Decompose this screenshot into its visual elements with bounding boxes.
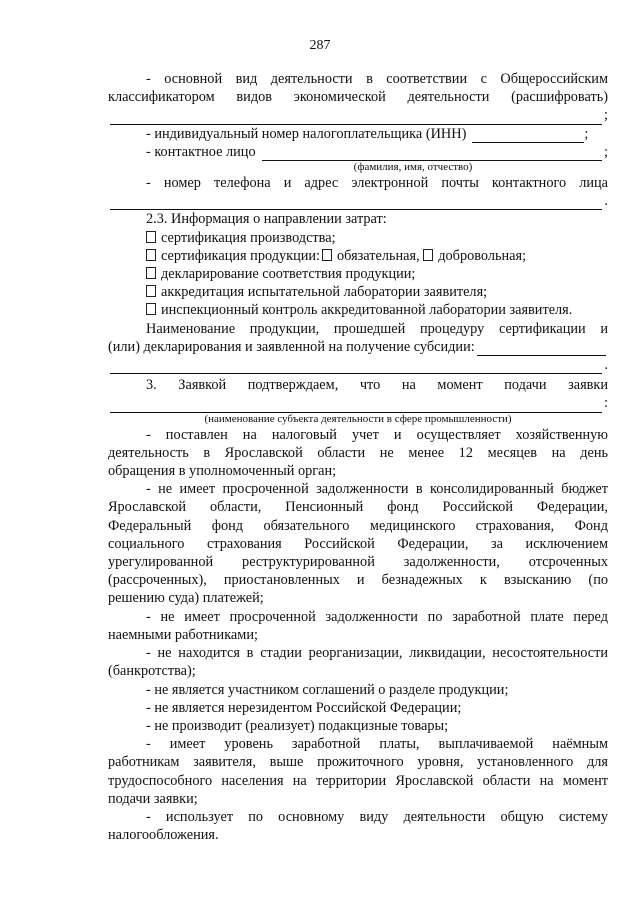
phone-fill-line[interactable] [110, 195, 602, 210]
salary-line-1: - имеет уровень заработной платы, выплачиваемой наёмным [146, 736, 608, 753]
checkbox[interactable] [146, 231, 156, 243]
excise-line: - не производит (реализует) подакцизные товары; [146, 717, 449, 734]
contact-fill-line[interactable] [262, 146, 602, 161]
inn-label: - индивидуальный номер налогоплательщика (ИНН) [146, 125, 467, 142]
option-label: сертификация производства; [161, 229, 336, 246]
phone-period: . [604, 193, 608, 210]
products-period: . [604, 357, 608, 374]
debt-line-5: урегулированной реструктурированной задолженности, отсроченных [108, 554, 608, 571]
osn-line-2: налогообложения. [108, 827, 219, 844]
option-label-mandatory: обязательная, [337, 247, 420, 264]
contact-semicolon: ; [604, 143, 608, 160]
option-accreditation [108, 283, 608, 301]
option-label: декларирование соответствия продукции; [161, 266, 416, 283]
subject-fill-line[interactable] [110, 398, 602, 413]
inn-semicolon: ; [584, 125, 589, 142]
debt-line-4: социального страхования Российской Федерации, за исключением [108, 535, 608, 552]
option-label-voluntary: добровольная; [438, 247, 527, 264]
inn-fill-line[interactable] [472, 130, 584, 143]
option-label: аккредитация испытательной лаборатории заявителя; [161, 284, 488, 301]
option-declaration [108, 265, 608, 283]
page-number: 287 [309, 38, 331, 53]
salary-line-4: подачи заявки; [108, 790, 198, 807]
activity-fill-row [108, 106, 608, 124]
products-fill-line[interactable] [477, 341, 606, 356]
debt-line-2: Ярославской области, Пенсионный фонд Российской Федерации, [108, 499, 608, 516]
activity-fill-line[interactable] [110, 110, 602, 125]
checkbox-mandatory[interactable] [322, 249, 332, 261]
checkbox-voluntary[interactable] [423, 249, 433, 261]
salary-line-2: работникам заявителя, выше прожиточного уровня, установленного для [108, 754, 608, 771]
subject-caption: (наименование субъекта деятельности в сфере промышленности) [204, 412, 512, 425]
products-fill-row [108, 356, 608, 374]
option-cert-production [108, 229, 608, 247]
nonresident-line: - не является нерезидентом Российской Федерации; [146, 699, 462, 716]
option-cert-products [108, 247, 608, 265]
debt-line-7: решению суда) платежей; [108, 590, 264, 607]
products-line-2: (или) декларирования и заявленной на получение субсидии: [108, 338, 475, 355]
reorg-line-2: (банкротства); [108, 663, 196, 680]
phone-fill-row [108, 192, 608, 210]
tax-line-3: обращения в уполномоченный орган; [108, 463, 337, 480]
activity-line-2: классификатором видов экономической деятельности (расшифровать) [108, 89, 608, 106]
document-body [108, 70, 608, 844]
phone-line: - номер телефона и адрес электронной почты контактного лица [146, 175, 608, 192]
tax-line-2: деятельность в Ярославской области не менее 12 месяцев на день [108, 444, 608, 461]
debt-line-1: - не имеет просроченной задолженности в консолидированный бюджет [146, 481, 608, 498]
reorg-line-1: - не находится в стадии реорганизации, ликвидации, несостоятельности [146, 645, 608, 662]
psa-line: - не является участником соглашений о разделе продукции; [146, 681, 509, 698]
contact-row [146, 143, 608, 161]
debt-line-3: Федеральный фонд обязательного медицинского страхования, Фонд [108, 517, 608, 534]
tax-line-1: - поставлен на налоговый учет и осуществляет хозяйственную [146, 426, 608, 443]
salary-line-3: трудоспособного населения на территории Ярославской области на момент [108, 772, 608, 789]
checkbox[interactable] [146, 249, 156, 261]
section-3-title: 3. Заявкой подтверждаем, что на момент подачи заявки [146, 377, 608, 394]
contact-caption: (фамилия, имя, отчество) [353, 161, 473, 174]
debt-line-6: (рассроченных), приостановленных и безнадежных к взысканию (по [108, 572, 608, 589]
inn-row [146, 125, 608, 143]
osn-line-1: - использует по основному виду деятельности общую систему [146, 808, 608, 825]
wage-line-2: наемными работниками; [108, 626, 258, 643]
products-fill-line-2[interactable] [110, 359, 602, 374]
activity-line-1: - основной вид деятельности в соответствии с Общероссийским [146, 71, 608, 87]
wage-line-1: - не имеет просроченной задолженности по заработной плате перед [146, 608, 608, 625]
option-label: сертификация продукции: [161, 247, 320, 264]
checkbox[interactable] [146, 303, 156, 315]
products-row-2 [108, 338, 608, 356]
activity-semicolon: ; [604, 107, 608, 124]
subject-colon: : [604, 395, 608, 412]
option-inspection [108, 301, 608, 319]
checkbox[interactable] [146, 285, 156, 297]
subject-fill-row [108, 394, 608, 412]
products-line-1: Наименование продукции, прошедшей процедуру сертификации и [146, 320, 608, 337]
checkbox[interactable] [146, 267, 156, 279]
section-2-3-title: 2.3. Информация о направлении затрат: [146, 211, 387, 228]
contact-label: - контактное лицо [146, 143, 256, 160]
option-label: инспекционный контроль аккредитованной лаборатории заявителя. [161, 302, 573, 319]
